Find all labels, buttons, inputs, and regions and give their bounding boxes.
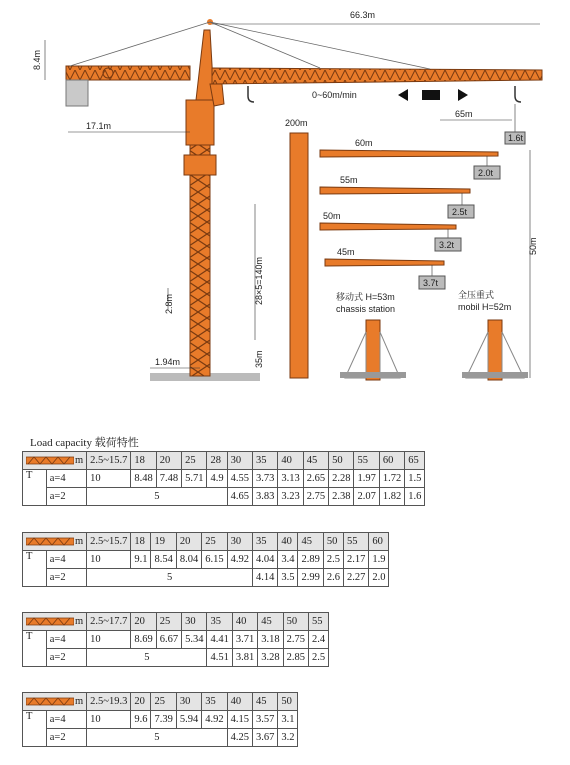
arrow-left-icon	[398, 89, 408, 101]
trolley-icon	[422, 90, 440, 100]
load-table-1	[22, 451, 425, 506]
table-header-row: m 2.5~19.3 20 25 30 35 40 45 50	[23, 693, 298, 711]
dim-total-jib: 66.3m	[350, 10, 376, 20]
dim-base-35: 35m	[254, 350, 264, 368]
jib-icon-cell: m	[23, 613, 87, 631]
table-header-row: m 2.5~15.7 18 20 25 28 30 35 40 45 50 55 60 65	[23, 452, 425, 470]
load-table-2	[22, 532, 389, 587]
table-row-a2: a=2 5 4.14 3.5 2.99 2.6 2.27 2.0	[23, 569, 389, 587]
jib-icon	[26, 697, 74, 706]
table-row-a4: T a=4 10 8.48 7.48 5.71 4.9 4.55 3.73 3.13 2.65 2.28 1.97 1.72 1.5	[23, 470, 425, 488]
table-row-a2: a=2 5 4.51 3.81 3.28 2.85 2.5	[23, 649, 329, 667]
table-header-row: m 2.5~15.7 18 19 20 25 30 35 40 45 50 55 60	[23, 533, 389, 551]
dim-tip-radius: 65m	[455, 109, 473, 119]
jib-option-45	[325, 247, 445, 289]
tie-bar-1	[210, 22, 320, 68]
main-jib-lattice	[212, 68, 542, 84]
dim-height-200: 200m	[285, 118, 308, 128]
table-row-a4: T a=4 10 8.69 6.67 5.34 4.41 3.71 3.18 2.75 2.4	[23, 631, 329, 649]
dim-section-28: 2.8m	[164, 293, 174, 314]
svg-text:2.0t: 2.0t	[478, 168, 494, 178]
hook-inner	[248, 86, 254, 102]
slewing-section	[186, 100, 214, 145]
fixed-title-cn: 全压重式	[458, 290, 495, 300]
tie-bar-2	[210, 22, 430, 69]
tip-load: 1.6t	[508, 133, 524, 143]
chassis-station-base	[340, 320, 406, 380]
jib-icon	[26, 617, 74, 626]
load-table-3	[22, 612, 329, 667]
jib-option-55	[320, 175, 474, 218]
svg-text:60m: 60m	[355, 138, 373, 148]
mast-sections: 28×5=140m	[254, 256, 264, 305]
fixed-station-base	[462, 320, 528, 380]
load-table-4	[22, 692, 298, 747]
counterweight	[66, 80, 88, 106]
svg-text:3.7t: 3.7t	[423, 278, 439, 288]
arrow-right-icon	[458, 89, 468, 101]
load-capacity-title: Load capacity 载荷特性	[30, 437, 139, 449]
trolley-speed: 0~60m/min	[312, 90, 357, 100]
jib-option-60	[320, 138, 500, 179]
jib-icon-cell: m	[23, 533, 87, 551]
dim-base-width: 1.94m	[155, 357, 181, 367]
table-row-a4: T a=4 10 9.1 8.54 8.04 6.15 4.92 4.04 3.4 2.89 2.5 2.17 1.9	[23, 551, 389, 569]
dim-cab-height: 8.4m	[32, 49, 42, 70]
table-row-a4: T a=4 10 9.6 7.39 5.94 4.92 4.15 3.57 3.1	[23, 711, 298, 729]
tie-bar-counter	[70, 22, 210, 66]
dim-counter-jib: 17.1m	[86, 121, 112, 131]
svg-text:45m: 45m	[337, 247, 355, 257]
table-row-a2: a=2 5 4.25 3.67 3.2	[23, 729, 298, 747]
jib-icon-cell: m	[23, 452, 87, 470]
dim-height-50: 50m	[528, 237, 538, 255]
jib-icon	[26, 537, 74, 546]
svg-text:2.5t: 2.5t	[452, 207, 468, 217]
jib-option-50	[320, 211, 461, 251]
jib-icon-cell: m	[23, 693, 87, 711]
climbing-frame	[184, 155, 216, 175]
svg-text:50m: 50m	[323, 211, 341, 221]
counter-jib-lattice	[66, 66, 190, 80]
table-row-a2: a=2 5 4.65 3.83 3.23 2.75 2.38 2.07 1.82 1.6	[23, 488, 425, 506]
jib-icon	[26, 456, 74, 465]
svg-text:3.2t: 3.2t	[439, 240, 455, 250]
svg-text:55m: 55m	[340, 175, 358, 185]
hook-tip	[515, 86, 521, 102]
fixed-title-en: mobil H=52m	[458, 302, 512, 312]
mobile-title-en: chassis station	[336, 304, 396, 314]
mobile-title-cn: 移动式 H=53m	[336, 292, 395, 302]
height-column	[290, 133, 308, 378]
table-header-row: m 2.5~17.7 20 25 30 35 40 45 50 55	[23, 613, 329, 631]
